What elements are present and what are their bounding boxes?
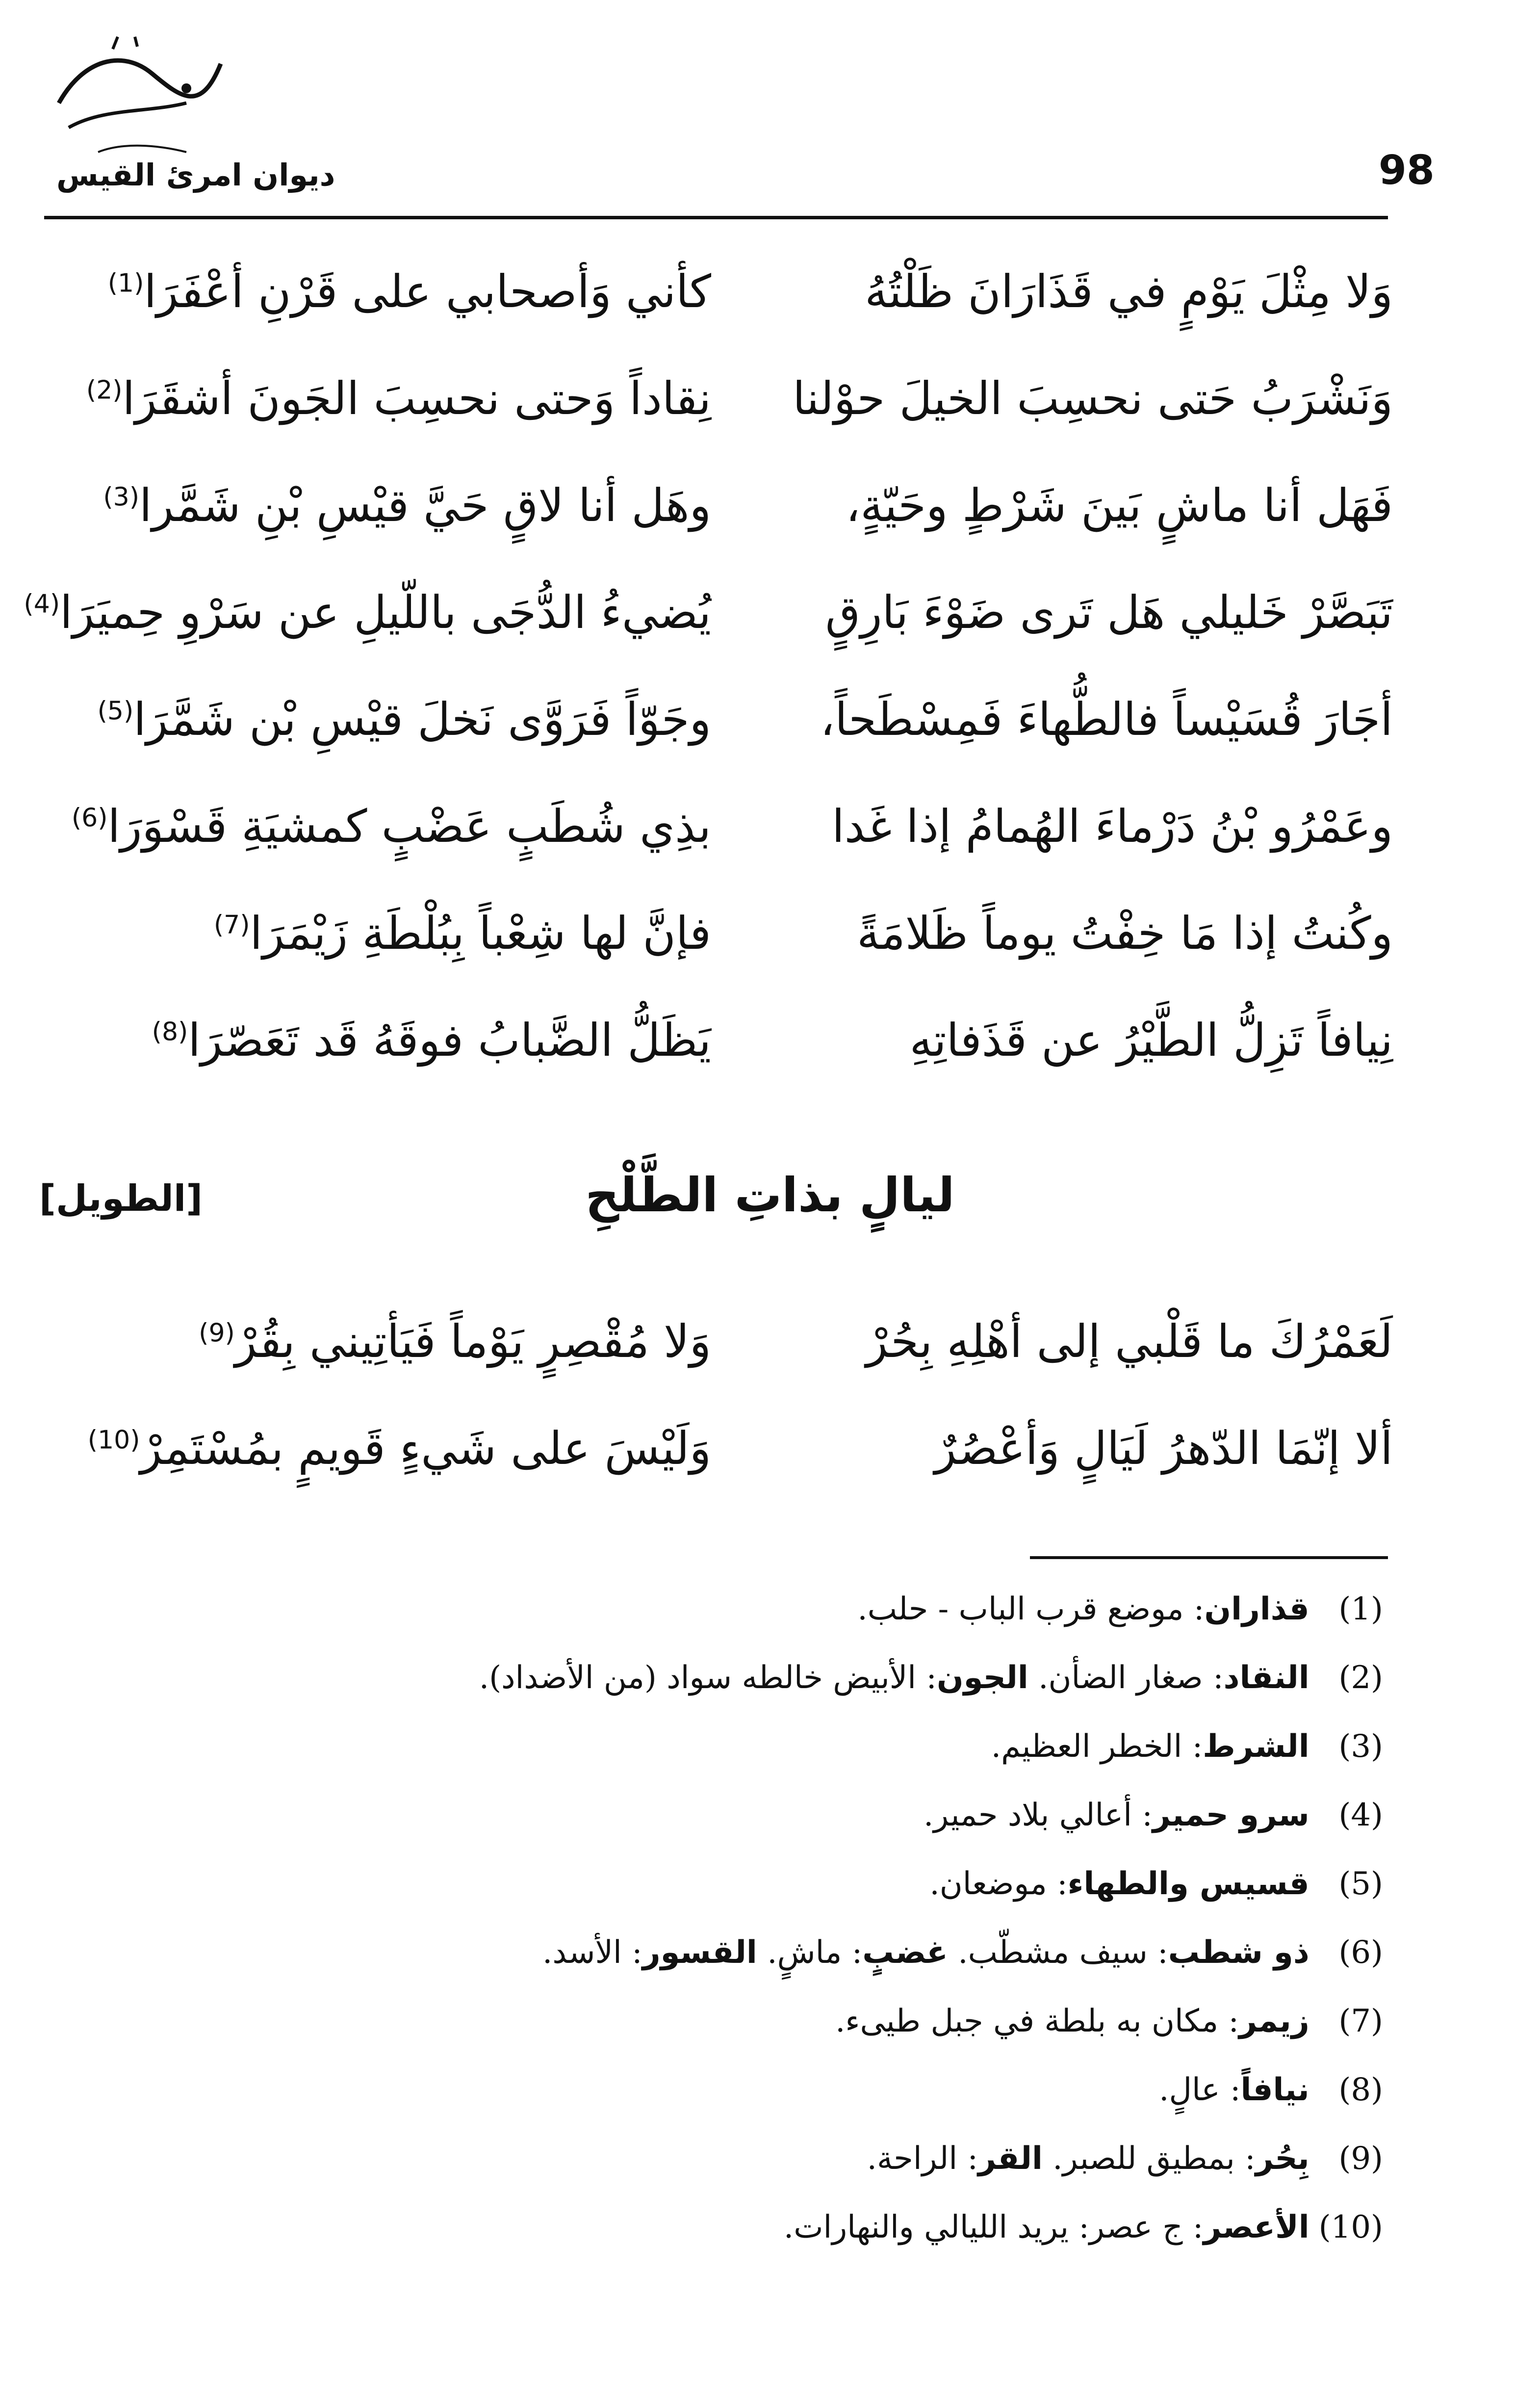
footnote-term: قذاران [1204,1591,1309,1627]
footnote [147,1712,1383,1781]
footnote-term: غضبٍ [862,1934,948,1971]
footnote [147,2056,1383,2124]
verse-second-hemistich: بذِي شُطَبٍ عَضْبٍ كمشيَةِ قَسْوَرَا$^{(6)}$ [71,800,711,853]
footnote-ref: (7) [213,910,250,940]
verse-second-hemistich: وَلَيْسَ على شَيءٍ قَويمٍ بمُسْتَمِرْ$^{(10)}$ [87,1422,711,1475]
footnotes [147,1575,1383,2262]
footnote-term: الشرط [1203,1728,1309,1765]
footnote-number: (1) [1338,1591,1383,1627]
verse [39,1295,1393,1402]
footnote-number: (4) [1338,1797,1383,1833]
footnote [147,1575,1383,1643]
footnote [147,1918,1383,1987]
footnote-ref: (4) [24,589,60,619]
footnote [147,1987,1383,2056]
verse-first-hemistich: لَعَمْرُكَ ما قَلْبي إلى أهْلِهِ بِحُرْ [866,1315,1393,1368]
verse-second-hemistich: نِقاداً وَحتى نحسِبَ الجَونَ أشقَرَا$^{(2)}$ [86,372,711,425]
footnote-text: : موضعان. [929,1866,1068,1902]
footnote-text: : مكان به بلطة في جبل طيىء. [835,2003,1239,2039]
footnote-ref: (8) [152,1017,188,1047]
footnote-number: (8) [1338,2072,1383,2108]
verse-first-hemistich: نِيافاً تَزِلُّ الطَّيْرُ عن قَذَفاتِهِ [909,1014,1393,1067]
footnote-term: الأعصر [1203,2209,1309,2245]
verse [39,780,1393,887]
poem-verses-new [39,1295,1393,1509]
verse [39,673,1393,780]
footnote-term: بِحُر [1255,2140,1309,2177]
footnote-term: زيمر [1239,2003,1309,2039]
verse-second-hemistich: فإنَّ لها شِعْباً بِبُلْطَةِ زَيْمَرَا$^{(7)}$ [213,907,711,960]
footnote-text: : الأسد. [542,1934,642,1971]
footnote-ref: (9) [199,1318,235,1348]
footnote-text: : ج عصر: يريد الليالي والنهارات. [783,2209,1204,2245]
footnote-ref: (2) [86,375,123,405]
verse [39,994,1393,1101]
footnote-text: : موضع قرب الباب - حلب. [857,1591,1205,1627]
book-title: ديوان امرئ القيس [56,157,335,193]
footnote-text: : الأبيض خالطه سواد (من الأضداد). [479,1660,937,1696]
footnote-term: ذو شطب [1168,1934,1309,1971]
footnote-term: نيافاً [1240,2072,1309,2108]
verse-first-hemistich: ألا إنّمَا الدّهرُ لَيَالٍ وَأعْصُرٌ [934,1422,1393,1475]
footnote-number: (6) [1338,1934,1383,1971]
footnote [147,1781,1383,1850]
footnote [147,1850,1383,1918]
verse [39,459,1393,566]
footnote-number: (2) [1338,1660,1383,1696]
footnote-number: (3) [1338,1728,1383,1765]
verse-first-hemistich: تَبَصَّرْ خَليلي هَل تَرى ضَوْءَ بَارِقٍ [825,586,1393,639]
verse-first-hemistich: وَلا مِثْلَ يَوْمٍ في قَذَارَانَ ظَلْتُهُ [865,265,1393,318]
page-number: 98 [1378,147,1435,194]
footnote-number: (5) [1338,1866,1383,1902]
verse-first-hemistich: فَهَل أنا ماشٍ بَينَ شَرْطٍ وحَيّةٍ، [846,479,1393,532]
footnote-ref: (5) [97,696,134,726]
footnote-number: (10) [1318,2209,1383,2245]
footnote-ref: (6) [71,803,108,833]
verse-second-hemistich: وهَل أنا لاقٍ حَيَّ قيْسِ بْنِ شَمَّرا$^{(3)}$ [103,479,711,532]
verse-second-hemistich: وَلا مُقْصِرٍ يَوْماً فَيَأتِيني بِقُرْ$^{(9)}$ [199,1315,711,1368]
header-rule [44,216,1388,219]
footnote-term: قسيس والطهاء [1067,1866,1309,1902]
footnote-ref: (3) [103,482,140,512]
footnote-term: القر [978,2140,1043,2177]
footnote-number: (7) [1338,2003,1383,2039]
verse-second-hemistich: يُضيءُ الدُّجَى باللّيلِ عن سَرْوِ حِميَرَا$^{(4)}$ [24,586,711,639]
footnote-text: : صغار الضأن. [1028,1660,1224,1696]
verse-second-hemistich: يَظَلُّ الضَّبابُ فوقَهُ قَد تَعَصّرَا$^{(8)}$ [152,1014,711,1067]
poem-meter: [الطويل] [39,1177,203,1220]
poem-verses-continued [24,245,1393,1101]
footnote-text: : الخطر العظيم. [991,1728,1203,1765]
footnote-term: الجون [936,1660,1028,1696]
footnote-term: النقاد [1223,1660,1309,1696]
verse-first-hemistich: وَنَشْرَبُ حَتى نحسِبَ الخيلَ حوْلنا [793,372,1393,425]
footnote [147,1643,1383,1712]
footnote-term: القسور [642,1934,757,1971]
running-header [47,142,1435,206]
verse [39,352,1393,459]
footnote-text: : سيف مشطّب. [948,1934,1168,1971]
footnote-text: : بمطيق للصبر. [1042,2140,1256,2177]
verse-first-hemistich: وعَمْرُو بْنُ دَرْماءَ الهُمامُ إذا غَدا [832,800,1393,853]
verse-second-hemistich: وجَوّاً فَرَوَّى نَخلَ قيْسِ بْن شَمَّرَا$^{(5)}$ [97,693,711,746]
footnote-ref: (10) [87,1425,140,1455]
verse-second-hemistich: كأني وَأصحابي على قَرْنِ أعْفَرَا$^{(1)}$ [107,265,711,318]
verse-first-hemistich: أجَارَ قُسَيْساً فالطُّهاءَ فَمِسْطَحاً، [820,693,1393,746]
footnote-number: (9) [1338,2140,1383,2177]
verse [39,245,1393,352]
footnotes-separator [1030,1556,1388,1559]
footnote-term: سرو حمير [1152,1797,1309,1833]
verse-first-hemistich: وكُنتُ إذا مَا خِفْتُ يوماً ظَلامَةً [857,907,1393,960]
footnote-text: : ماشٍ. [757,1934,863,1971]
footnote-text: : الراحة. [867,2140,978,2177]
verse [39,887,1393,994]
verse [24,566,1393,673]
footnote-text: : عالٍ. [1159,2072,1241,2108]
verse [39,1402,1393,1509]
footnote-ref: (1) [107,268,144,298]
poem-title: ليالٍ بذاتِ الطَّلْحِ [585,1168,955,1223]
footnote [147,2124,1383,2193]
footnote-text: : أعالي بلاد حمير. [923,1797,1153,1833]
footnote [147,2193,1383,2262]
